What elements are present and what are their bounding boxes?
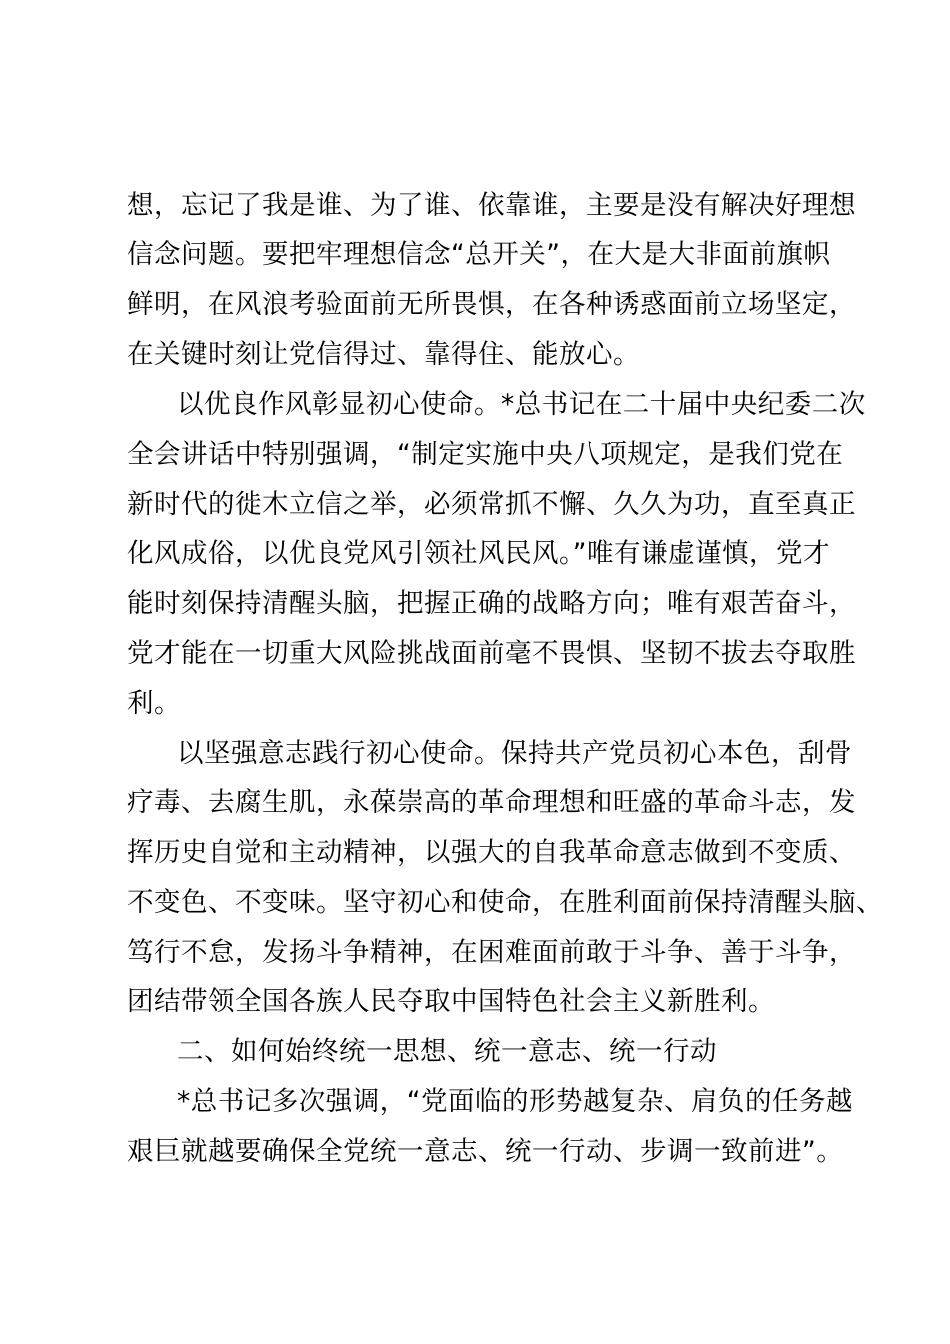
text-line: 全会讲话中特别强调，“制定实施中央八项规定，是我们党在 bbox=[127, 439, 844, 470]
text-line: 团结带领全国各族人民夺取中国特色社会主义新胜利。 bbox=[127, 986, 775, 1017]
text-line: 在关键时刻让党信得过、靠得住、能放心。 bbox=[127, 339, 640, 370]
text-line: 挥历史自觉和主动精神，以强大的自我革命意志做到不变质、 bbox=[127, 837, 856, 868]
paragraph-start-line: 以优良作风彰显初心使命。*总书记在二十届中央纪委二次 bbox=[177, 389, 866, 420]
paragraph-start-line: *总书记多次强调，“党面临的形势越复杂、肩负的任务越 bbox=[177, 1086, 853, 1117]
paragraph-start-line: 以坚强意志践行初心使命。保持共产党员初心本色，刮骨 bbox=[177, 738, 852, 769]
text-line: 党才能在一切重大风险挑战面前毫不畏惧、坚韧不拔去夺取胜 bbox=[127, 638, 856, 669]
text-line: 化风成俗，以优良党风引领社风民风。”唯有谦虚谨慎，党才 bbox=[127, 538, 830, 569]
text-line: 能时刻保持清醒头脑，把握正确的战略方向；唯有艰苦奋斗， bbox=[127, 588, 856, 619]
text-line: 疗毒、去腐生肌，永葆崇高的革命理想和旺盛的革命斗志，发 bbox=[127, 787, 856, 818]
text-line: 新时代的徙木立信之举，必须常抓不懈、久久为功，直至真正 bbox=[127, 489, 856, 520]
text-line: 信念问题。要把牢理想信念“总开关”，在大是大非面前旗帜 bbox=[127, 239, 831, 270]
text-line: 想，忘记了我是谁、为了谁、依靠谁，主要是没有解决好理想 bbox=[127, 190, 856, 221]
text-line: 利。 bbox=[127, 688, 181, 719]
section-heading: 二、如何始终统一思想、统一意志、统一行动 bbox=[177, 1036, 717, 1067]
text-line: 鲜明，在风浪考验面前无所畏惧，在各种诱惑面前立场坚定， bbox=[127, 289, 856, 320]
text-line: 不变色、不变味。坚守初心和使命，在胜利面前保持清醒头脑、 bbox=[127, 887, 883, 918]
text-line: 笃行不怠，发扬斗争精神，在困难面前敢于斗争、善于斗争， bbox=[127, 937, 856, 968]
text-line: 艰巨就越要确保全党统一意志、统一行动、步调一致前进”。 bbox=[127, 1136, 844, 1167]
